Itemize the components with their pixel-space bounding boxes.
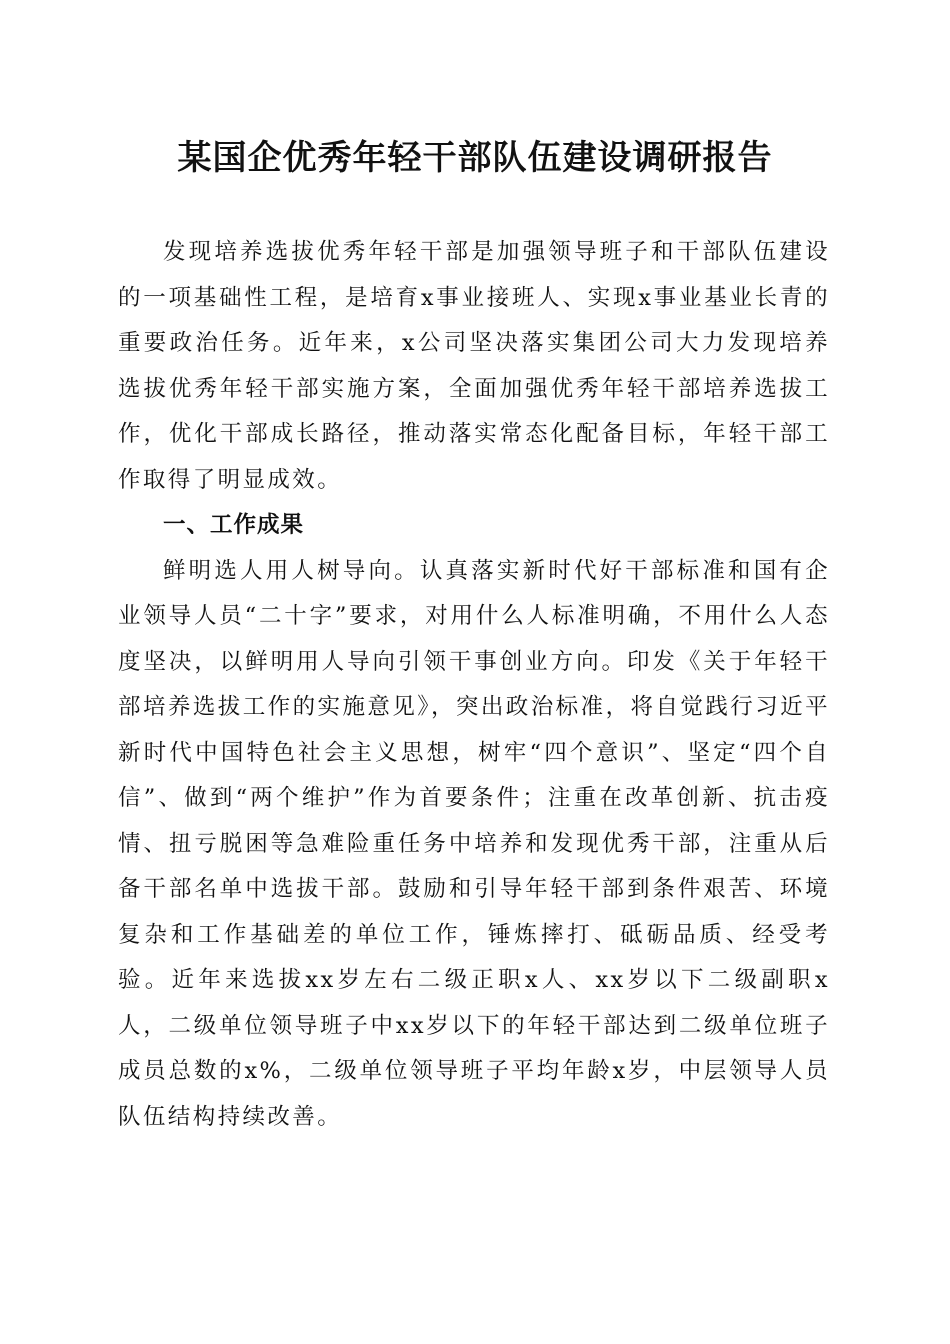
document-title: 某国企优秀年轻干部队伍建设调研报告 <box>177 138 773 178</box>
section-heading-work-results: 一、工作成果 <box>163 512 305 538</box>
intro-paragraph: 发现培养选拔优秀年轻干部是加强领导班子和干部队伍建设的一项基础性工程，是培育x事业接班人、实现x事业基业长青的重要政治任务。近年来，x公司坚决落实集团公司大力发现培养选拔优秀年轻干部实施方案，全面加强优秀年轻干部培养选拔工作，优化干部成长路径，推动落实常态化配备目标，年轻干部工作取得了明显成效。 <box>118 239 830 493</box>
section-1-paragraph: 鲜明选人用人树导向。认真落实新时代好干部标准和国有企业领导人员“二十字”要求，对用什么人标准明确，不用什么人态度坚决，以鲜明用人导向引领干事创业方向。印发《关于年轻干部培养选拔工作的实施意见》，突出政治标准，将自觉践行习近平新时代中国特色社会主义思想，树牢“四个意识”、坚定“四个自信”、做到“两个维护”作为首要条件；注重在改革创新、抗击疫情、扭亏脱困等急难险重任务中培养和发现优秀干部，注重从后备干部名单中选拔干部。鼓励和引导年轻干部到条件艰苦、环境复杂和工作基础差的单位工作，锤炼摔打、砥砺品质、经受考验。近年来选拔xx岁左右二级正职x人、xx岁以下二级副职x人，二级单位领导班子中xx岁以下的年轻干部达到二级单位班子成员总数的x%，二级单位领导班子平均年龄x岁，中层领导人员队伍结构持续改善。 <box>118 557 830 1130</box>
document-body <box>118 230 830 1140</box>
